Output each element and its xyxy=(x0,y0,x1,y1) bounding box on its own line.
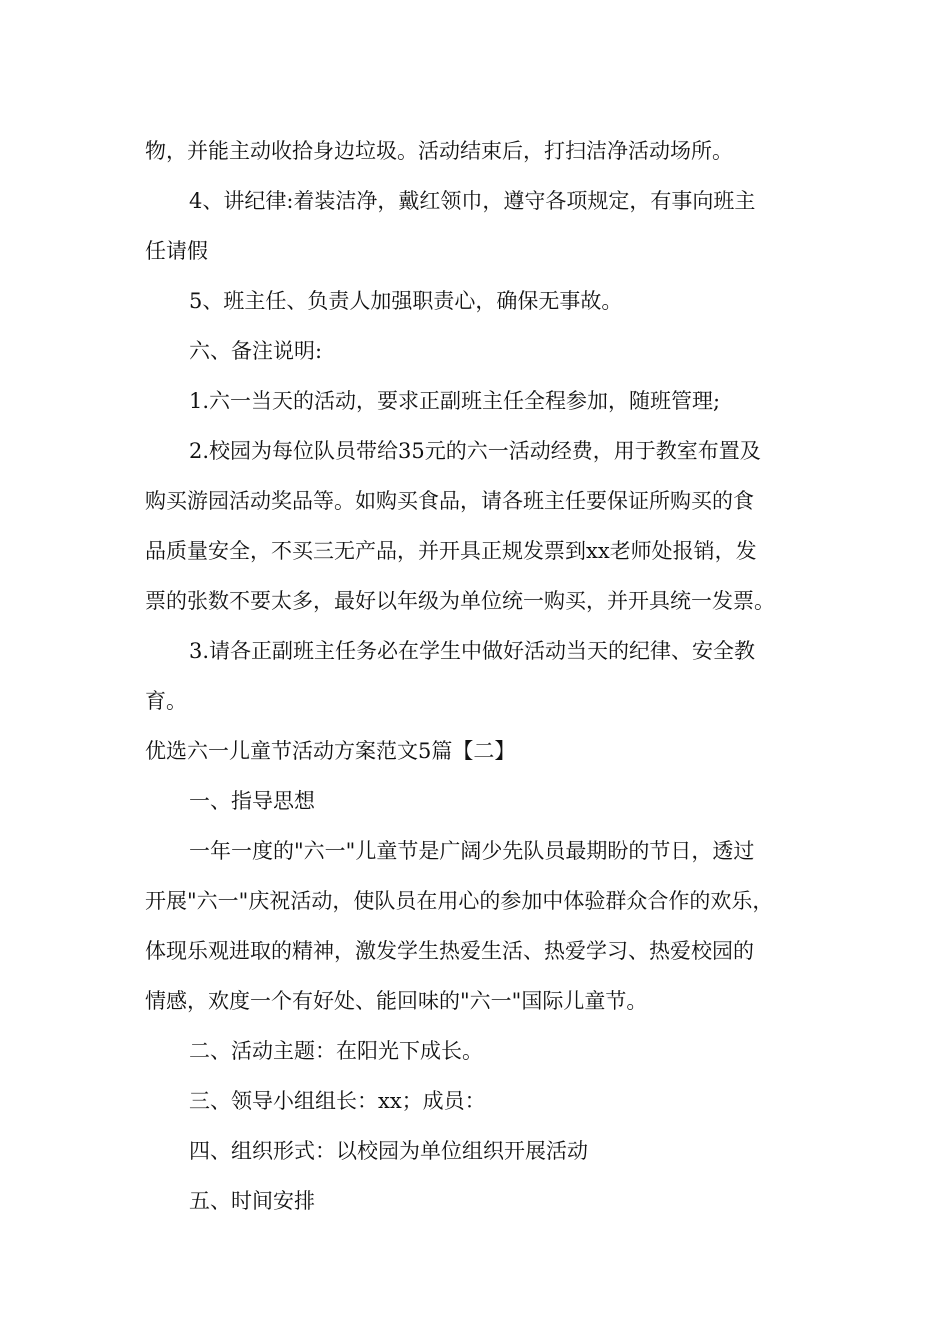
paragraph-line: 购买游园活动奖品等。如购买食品，请各班主任要保证所购买的食 xyxy=(145,489,754,513)
section-heading: 一、指导思想 xyxy=(189,789,315,813)
paragraph-line: 物，并能主动收拾身边垃圾。活动结束后，打扫洁净活动场所。 xyxy=(145,139,733,163)
paragraph-line: 5、班主任、负责人加强职责心，确保无事故。 xyxy=(189,289,623,313)
section-heading: 二、活动主题：在阳光下成长。 xyxy=(189,1039,483,1063)
paragraph-line: 4、讲纪律:着装洁净，戴红领巾，遵守各项规定，有事向班主 xyxy=(189,189,756,213)
paragraph-line: 2.校园为每位队员带给35元的六一活动经费，用于教室布置及 xyxy=(189,439,761,463)
paragraph-line: 一年一度的"六一"儿童节是广阔少先队员最期盼的节日，透过 xyxy=(189,839,755,863)
paragraph-line: 品质量安全，不买三无产品，并开具正规发票到xx老师处报销，发 xyxy=(145,539,757,563)
paragraph-line: 开展"六一"庆祝活动，使队员在用心的参加中体验群众合作的欢乐， xyxy=(145,889,774,913)
article-title: 优选六一儿童节活动方案范文5篇【二】 xyxy=(145,739,516,763)
section-heading: 六、备注说明: xyxy=(189,339,323,363)
paragraph-line: 任请假 xyxy=(145,239,208,263)
paragraph-line: 票的张数不要太多，最好以年级为单位统一购买，并开具统一发票。 xyxy=(145,589,775,613)
paragraph-line: 情感，欢度一个有好处、能回味的"六一"国际儿童节。 xyxy=(145,989,648,1013)
section-heading: 三、领导小组组长：xx；成员： xyxy=(189,1089,486,1113)
paragraph-line: 育。 xyxy=(145,689,187,713)
paragraph-line: 1.六一当天的活动，要求正副班主任全程参加，随班管理; xyxy=(189,389,721,413)
section-heading: 四、组织形式：以校园为单位组织开展活动 xyxy=(189,1139,588,1163)
section-heading: 五、时间安排 xyxy=(189,1189,315,1213)
paragraph-line: 体现乐观进取的精神，激发学生热爱生活、热爱学习、热爱校园的 xyxy=(145,939,754,963)
paragraph-line: 3.请各正副班主任务必在学生中做好活动当天的纪律、安全教 xyxy=(189,639,756,663)
